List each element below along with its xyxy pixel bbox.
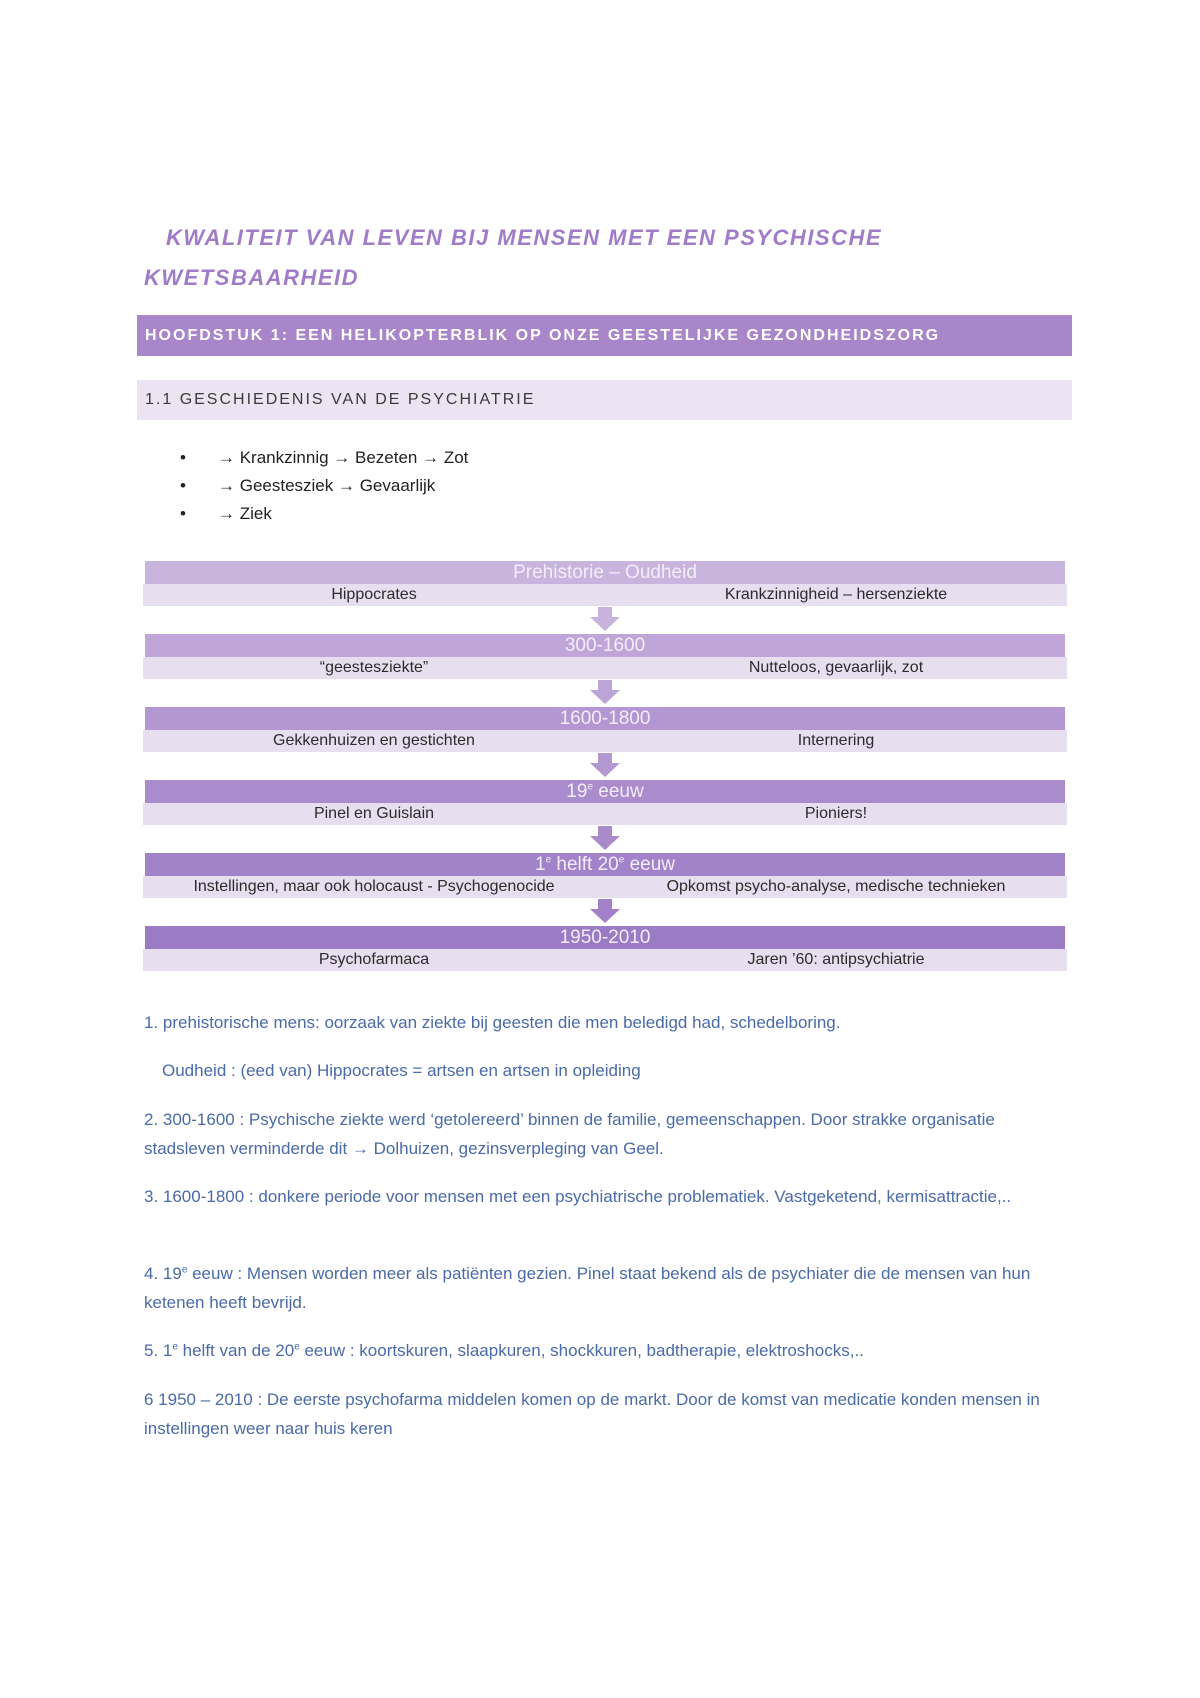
- chapter-heading: HOOFDSTUK 1: EEN HELIKOPTERBLIK OP ONZE GEESTELIJKE GEZONDHEIDSZORG: [137, 315, 1072, 356]
- timeline-right-text: Krankzinnigheid – hersenziekte: [724, 586, 948, 603]
- paragraph-20th-century: 5. 1e helft van de 20e eeuw : koortskuren, slaapkuren, shockkuren, badtherapie, elektroshocks,..: [144, 1341, 864, 1360]
- timeline-details: [143, 730, 1067, 752]
- list-item: • → Ziek: [180, 500, 468, 528]
- timeline-left-text: Instellingen, maar ook holocaust - Psychogenocide: [193, 878, 555, 895]
- timeline-period: 300-1600: [145, 634, 1065, 657]
- down-arrow-icon: [590, 899, 620, 923]
- paragraph-1950-2010: 6 1950 – 2010 : De eerste psychofarma middelen komen op de markt. Door de komst van medicatie konden mensen in instellingen weer naar huis keren: [144, 1390, 1040, 1438]
- timeline-details: [143, 657, 1067, 679]
- down-arrow-icon: [590, 826, 620, 850]
- timeline-left-text: Gekkenhuizen en gestichten: [273, 732, 475, 749]
- timeline-right-text: Nutteloos, gevaarlijk, zot: [748, 659, 924, 676]
- paragraph-19th-century: 4. 19e eeuw : Mensen worden meer als patiënten gezien. Pinel staat bekend als de psychiater die de mensen van hun ketenen heeft bevrijd.: [144, 1264, 1031, 1312]
- timeline-period: 1e helft 20e eeuw: [145, 853, 1065, 876]
- timeline-right-text: Pioniers!: [804, 805, 868, 822]
- timeline-period: 1600-1800: [145, 707, 1065, 730]
- paragraph-antiquity: Oudheid : (eed van) Hippocrates = artsen en artsen in opleiding: [162, 1061, 641, 1080]
- list-item: • → Geestesziek → Gevaarlijk: [180, 472, 468, 500]
- timeline-period: 19e eeuw: [145, 780, 1065, 803]
- timeline-left-text: Psychofarmaca: [318, 951, 430, 968]
- timeline-right-text: Opkomst psycho-analyse, medische technieken: [666, 878, 1006, 895]
- paragraph-prehistory: 1. prehistorische mens: oorzaak van ziekte bij geesten die men beledigd had, schedelboring.: [144, 1013, 841, 1032]
- bullet-icon: •: [180, 476, 186, 495]
- timeline-details: [143, 803, 1067, 825]
- timeline-details: [143, 876, 1067, 898]
- timeline-left-text: “geestesziekte”: [319, 659, 429, 676]
- paragraph-1600-1800: 3. 1600-1800 : donkere periode voor mensen met een psychiatrische problematiek. Vastgeketend, kermisattractie,..: [144, 1187, 1012, 1206]
- down-arrow-icon: [590, 680, 620, 704]
- list-item: • → Krankzinnig → Bezeten → Zot: [180, 444, 468, 472]
- down-arrow-icon: [590, 753, 620, 777]
- timeline-left-text: Pinel en Guislain: [313, 805, 435, 822]
- down-arrow-icon: [590, 607, 620, 631]
- timeline-period: 1950-2010: [145, 926, 1065, 949]
- document-title: KWALITEIT VAN LEVEN BIJ MENSEN MET EEN PSYCHISCHE KWETSBAARHEID: [144, 225, 883, 290]
- paragraph-300-1600: 2. 300-1600 : Psychische ziekte werd ‘getolereerd’ binnen de familie, gemeenschappen. Door strakke organisatie stadsleven verminderde dit → Dolhuizen, gezinsverpleging van Geel.: [144, 1110, 995, 1158]
- bullet-icon: •: [180, 504, 186, 523]
- bullet-list: [180, 444, 468, 528]
- timeline-details: [143, 949, 1067, 971]
- timeline-right-text: Internering: [797, 732, 875, 749]
- bullet-icon: •: [180, 448, 186, 467]
- timeline-period: Prehistorie – Oudheid: [145, 561, 1065, 584]
- timeline-right-text: Jaren ’60: antipsychiatrie: [747, 951, 925, 968]
- timeline-details: [143, 584, 1067, 606]
- timeline-left-text: Hippocrates: [331, 586, 417, 603]
- section-heading: 1.1 GESCHIEDENIS VAN DE PSYCHIATRIE: [137, 380, 1072, 420]
